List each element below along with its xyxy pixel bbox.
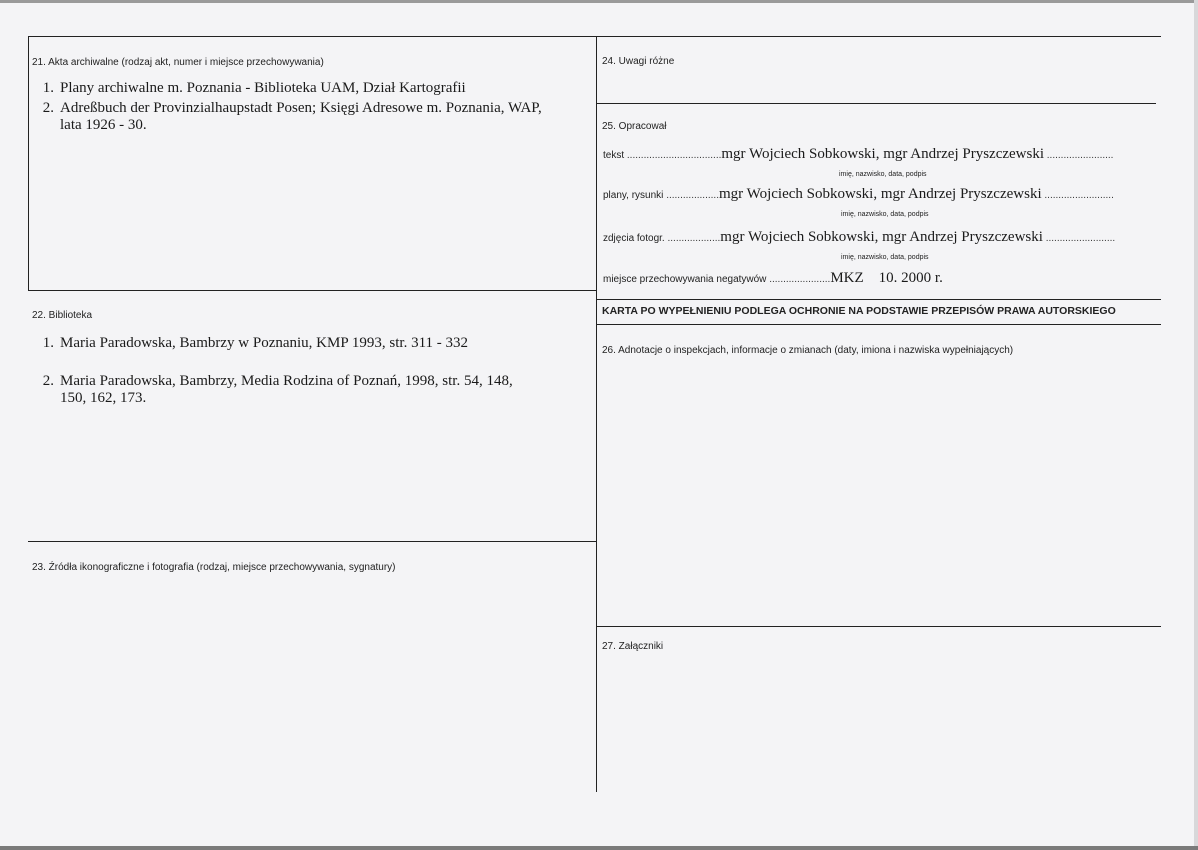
section-25-label: 25. Opracował [602,121,667,132]
author-value: mgr Wojciech Sobkowski, mgr Andrzej Pryszczewski [718,186,1042,202]
author-value: mgr Wojciech Sobkowski, mgr Andrzej Pryszczewski [720,229,1043,245]
negatives-row [603,270,943,287]
section-27-label: 27. Załączniki [602,641,664,652]
rule-copyright-top [596,299,1161,300]
rule-26-27 [596,626,1161,627]
top-edge [0,0,1198,3]
section-26-label: 26. Adnotacje o inspekcjach, informacje o zmianach (daty, imiona i nazwiska wypełniających) [602,345,1014,356]
negatives-value: MKZ 10. 2000 r. [830,270,943,286]
item-number: 2. [42,100,54,116]
author-row-text [603,146,1113,163]
section-21-item-1 [32,80,592,97]
section-23-label: 23. Źródła ikonograficzne i fotografia (rodzaj, miejsce przechowywania, sygnatury) [32,562,396,573]
bottom-edge [0,846,1198,850]
signature-hint: imię, nazwisko, data, podpis [839,171,927,178]
section-22-item-1 [32,335,592,352]
item-text: Adreßbuch der Provinzialhaupstadt Posen; Księgi Adresowe m. Poznania, WAP, [60,100,542,116]
leader-dots: ......................... [1045,233,1116,244]
center-divider [596,36,597,792]
leader-dots: ................... [666,190,719,201]
item-number: 2. [42,373,54,389]
item-text: Maria Paradowska, Bambrzy, Media Rodzina of Poznań, 1998, str. 54, 148, [60,373,513,389]
section-22-item-2 [32,373,592,407]
leader-dots: .................................. [626,150,722,161]
signature-hint: imię, nazwisko, data, podpis [841,254,929,261]
leader-dots: ......................... [1044,190,1114,201]
item-text: Plany archiwalne m. Poznania - Biblioteka UAM, Dział Kartografii [60,80,466,96]
rule-copyright-bottom [596,324,1161,325]
rule-21-22 [28,290,596,291]
rule-22-23 [28,541,596,542]
left-border-upper [28,36,29,290]
right-edge [1194,0,1198,850]
item-text-continuation: lata 1926 - 30. [60,117,147,133]
leader-dots: ........................ [1046,150,1114,161]
section-22-label: 22. Biblioteka [32,310,93,321]
author-row-photos [603,229,1115,246]
field-label: miejsce przechowywania negatywów [603,274,767,285]
field-label: plany, rysunki [603,190,664,201]
item-text-continuation: 150, 162, 173. [60,390,147,406]
section-24-label: 24. Uwagi różne [602,56,675,67]
rule-24-25 [596,103,1156,104]
signature-hint: imię, nazwisko, data, podpis [841,211,929,218]
item-number: 1. [42,335,54,351]
leader-dots: ...................... [769,274,831,285]
item-number: 1. [42,80,54,96]
item-text: Maria Paradowska, Bambrzy w Poznaniu, KMP 1993, str. 311 - 332 [60,335,469,351]
field-label: tekst [603,150,625,161]
section-21-label: 21. Akta archiwalne (rodzaj akt, numer i miejsce przechowywania) [32,57,324,68]
leader-dots: ................... [667,233,721,244]
author-value: mgr Wojciech Sobkowski, mgr Andrzej Pryszczewski [721,146,1044,162]
field-label: zdjęcia fotogr. [603,233,665,244]
copyright-notice: KARTA PO WYPEŁNIENIU PODLEGA OCHRONIE NA PODSTAWIE PRZEPISÓW PRAWA AUTORSKIEGO [602,305,1116,317]
top-rule [28,36,1161,37]
author-row-plans [603,186,1114,203]
section-21-item-2 [32,100,592,134]
